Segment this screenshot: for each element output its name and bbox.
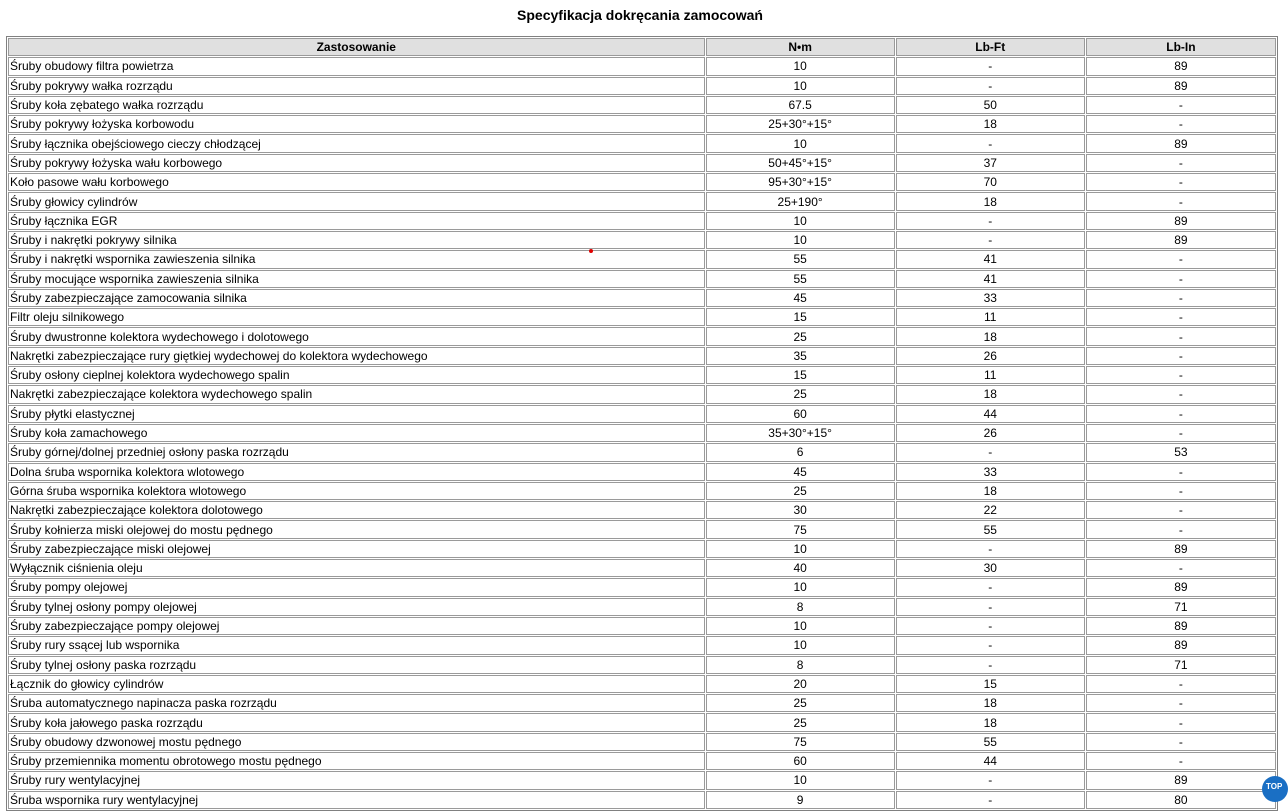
cell-lbft: 18 <box>896 192 1085 210</box>
cell-lbft: 22 <box>896 501 1085 519</box>
table-row <box>8 231 1276 249</box>
cell-application: Śruby kołnierza miski olejowej do mostu pędnego <box>8 520 705 538</box>
cell-application: Śruby rury wentylacyjnej <box>8 771 705 789</box>
cell-lbft: 33 <box>896 289 1085 307</box>
cell-lbin: 71 <box>1086 656 1276 674</box>
cell-application: Filtr oleju silnikowego <box>8 308 705 326</box>
cell-lbft: 55 <box>896 520 1085 538</box>
cell-lbft: 18 <box>896 115 1085 133</box>
cell-nm: 10 <box>706 212 895 230</box>
table-row <box>8 347 1276 365</box>
cell-nm: 95+30°+15° <box>706 173 895 191</box>
cell-lbft: 26 <box>896 347 1085 365</box>
cell-application: Śruba wspornika rury wentylacyjnej <box>8 791 705 809</box>
cell-lbin: - <box>1086 347 1276 365</box>
cell-lbft: 26 <box>896 424 1085 442</box>
table-header-row <box>8 38 1276 56</box>
cell-nm: 45 <box>706 463 895 481</box>
cell-application: Nakrętki zabezpieczające kolektora dolotowego <box>8 501 705 519</box>
cell-nm: 25 <box>706 713 895 731</box>
table-row <box>8 791 1276 809</box>
cell-nm: 55 <box>706 250 895 268</box>
cell-lbft: 37 <box>896 154 1085 172</box>
cell-nm: 35 <box>706 347 895 365</box>
cell-lbin: - <box>1086 385 1276 403</box>
cell-nm: 25 <box>706 694 895 712</box>
cell-lbft: 11 <box>896 308 1085 326</box>
cell-lbft: - <box>896 656 1085 674</box>
cell-lbin: - <box>1086 733 1276 751</box>
page-title: Specyfikacja dokręcania zamocowań <box>517 7 763 23</box>
table-row <box>8 636 1276 654</box>
cell-nm: 10 <box>706 134 895 152</box>
table-row <box>8 675 1276 693</box>
cell-nm: 50+45°+15° <box>706 154 895 172</box>
cell-nm: 10 <box>706 636 895 654</box>
cell-lbin: - <box>1086 308 1276 326</box>
cell-lbin: 71 <box>1086 598 1276 616</box>
cell-lbin: - <box>1086 752 1276 770</box>
cell-lbft: 18 <box>896 694 1085 712</box>
cell-lbin: - <box>1086 173 1276 191</box>
cell-lbin: 89 <box>1086 617 1276 635</box>
cell-nm: 55 <box>706 270 895 288</box>
cell-lbin: - <box>1086 520 1276 538</box>
cell-lbin: - <box>1086 405 1276 423</box>
cell-lbin: - <box>1086 463 1276 481</box>
table-row <box>8 405 1276 423</box>
table-row <box>8 115 1276 133</box>
cell-nm: 8 <box>706 656 895 674</box>
cell-lbft: 18 <box>896 713 1085 731</box>
cell-nm: 6 <box>706 443 895 461</box>
cell-lbft: 41 <box>896 270 1085 288</box>
cell-nm: 10 <box>706 771 895 789</box>
cell-lbin: 89 <box>1086 212 1276 230</box>
cell-lbft: - <box>896 771 1085 789</box>
cell-lbft: - <box>896 134 1085 152</box>
table-row <box>8 250 1276 268</box>
table-row <box>8 270 1276 288</box>
table-row <box>8 366 1276 384</box>
cell-lbin: - <box>1086 424 1276 442</box>
cell-lbft: 55 <box>896 733 1085 751</box>
cell-lbft: - <box>896 617 1085 635</box>
cell-lbin: 89 <box>1086 231 1276 249</box>
table-row <box>8 598 1276 616</box>
cell-nm: 45 <box>706 289 895 307</box>
cell-nm: 25 <box>706 327 895 345</box>
cell-lbin: - <box>1086 289 1276 307</box>
cell-nm: 10 <box>706 77 895 95</box>
table-row <box>8 540 1276 558</box>
cell-lbin: - <box>1086 154 1276 172</box>
cell-nm: 35+30°+15° <box>706 424 895 442</box>
cell-lbin: 80 <box>1086 791 1276 809</box>
column-header-lbft: Lb-Ft <box>896 38 1085 56</box>
table-row <box>8 212 1276 230</box>
cell-application: Śruby pokrywy łożyska wału korbowego <box>8 154 705 172</box>
cell-nm: 25+190° <box>706 192 895 210</box>
table-row <box>8 192 1276 210</box>
cell-application: Śruby pokrywy łożyska korbowodu <box>8 115 705 133</box>
cell-lbin: 53 <box>1086 443 1276 461</box>
cell-application: Łącznik do głowicy cylindrów <box>8 675 705 693</box>
cell-lbft: - <box>896 636 1085 654</box>
table-row <box>8 385 1276 403</box>
cell-lbin: - <box>1086 559 1276 577</box>
cell-lbft: - <box>896 231 1085 249</box>
table-row <box>8 134 1276 152</box>
cell-nm: 60 <box>706 752 895 770</box>
table-row <box>8 733 1276 751</box>
cell-nm: 10 <box>706 57 895 75</box>
cell-lbft: - <box>896 212 1085 230</box>
cell-application: Śruba automatycznego napinacza paska rozrządu <box>8 694 705 712</box>
table-row <box>8 559 1276 577</box>
cell-application: Śruby obudowy filtra powietrza <box>8 57 705 75</box>
cell-lbft: 18 <box>896 482 1085 500</box>
cell-lbft: 11 <box>896 366 1085 384</box>
cell-application: Śruby tylnej osłony pompy olejowej <box>8 598 705 616</box>
cell-application: Śruby koła zębatego wałka rozrządu <box>8 96 705 114</box>
cell-lbin: 89 <box>1086 540 1276 558</box>
cell-lbft: 44 <box>896 405 1085 423</box>
table-row <box>8 173 1276 191</box>
table-row <box>8 289 1276 307</box>
table-row <box>8 327 1276 345</box>
cell-nm: 10 <box>706 578 895 596</box>
cell-lbft: - <box>896 540 1085 558</box>
table-row <box>8 771 1276 789</box>
cell-nm: 15 <box>706 308 895 326</box>
cell-application: Dolna śruba wspornika kolektora wlotowego <box>8 463 705 481</box>
cell-application: Nakrętki zabezpieczające rury giętkiej wydechowej do kolektora wydechowego <box>8 347 705 365</box>
cell-nm: 10 <box>706 617 895 635</box>
cell-nm: 75 <box>706 520 895 538</box>
table-row <box>8 752 1276 770</box>
cell-lbin: - <box>1086 96 1276 114</box>
cell-application: Śruby i nakrętki pokrywy silnika <box>8 231 705 249</box>
cell-lbft: 50 <box>896 96 1085 114</box>
table-row <box>8 154 1276 172</box>
cell-lbin: - <box>1086 270 1276 288</box>
cell-lbft: 18 <box>896 385 1085 403</box>
cell-application: Śruby płytki elastycznej <box>8 405 705 423</box>
cell-nm: 25 <box>706 385 895 403</box>
column-header-nm: N•m <box>706 38 895 56</box>
cell-application: Śruby pompy olejowej <box>8 578 705 596</box>
red-dot-marker <box>589 249 593 253</box>
cell-lbin: - <box>1086 192 1276 210</box>
cell-lbin: - <box>1086 482 1276 500</box>
cell-application: Śruby zabezpieczające miski olejowej <box>8 540 705 558</box>
cell-application: Górna śruba wspornika kolektora wlotowego <box>8 482 705 500</box>
cell-application: Śruby koła jałowego paska rozrządu <box>8 713 705 731</box>
cell-application: Śruby łącznika obejściowego cieczy chłodzącej <box>8 134 705 152</box>
cell-application: Koło pasowe wału korbowego <box>8 173 705 191</box>
cell-lbft: 15 <box>896 675 1085 693</box>
cell-application: Śruby górnej/dolnej przedniej osłony paska rozrządu <box>8 443 705 461</box>
cell-application: Śruby pokrywy wałka rozrządu <box>8 77 705 95</box>
cell-lbin: 89 <box>1086 134 1276 152</box>
cell-lbin: - <box>1086 501 1276 519</box>
cell-application: Śruby osłony cieplnej kolektora wydechowego spalin <box>8 366 705 384</box>
table-row <box>8 77 1276 95</box>
cell-lbft: 41 <box>896 250 1085 268</box>
cell-lbin: - <box>1086 250 1276 268</box>
cell-application: Śruby głowicy cylindrów <box>8 192 705 210</box>
cell-nm: 60 <box>706 405 895 423</box>
cell-lbin: 89 <box>1086 77 1276 95</box>
cell-application: Śruby przemiennika momentu obrotowego mostu pędnego <box>8 752 705 770</box>
table-row <box>8 463 1276 481</box>
cell-application: Śruby tylnej osłony paska rozrządu <box>8 656 705 674</box>
cell-nm: 40 <box>706 559 895 577</box>
column-header-lbin: Lb-In <box>1086 38 1276 56</box>
table-row <box>8 424 1276 442</box>
cell-lbin: - <box>1086 366 1276 384</box>
cell-application: Śruby dwustronne kolektora wydechowego i dolotowego <box>8 327 705 345</box>
cell-lbin: 89 <box>1086 578 1276 596</box>
cell-nm: 9 <box>706 791 895 809</box>
table-body <box>8 57 1276 809</box>
cell-nm: 67.5 <box>706 96 895 114</box>
cell-application: Śruby rury ssącej lub wspornika <box>8 636 705 654</box>
cell-lbft: 44 <box>896 752 1085 770</box>
table-row <box>8 308 1276 326</box>
table-row <box>8 713 1276 731</box>
cell-application: Śruby mocujące wspornika zawieszenia silnika <box>8 270 705 288</box>
cell-nm: 10 <box>706 540 895 558</box>
cell-nm: 30 <box>706 501 895 519</box>
cell-lbft: - <box>896 578 1085 596</box>
table-row <box>8 520 1276 538</box>
cell-nm: 20 <box>706 675 895 693</box>
back-to-top-button[interactable]: TOP <box>1262 776 1288 802</box>
cell-nm: 75 <box>706 733 895 751</box>
cell-lbin: - <box>1086 675 1276 693</box>
cell-nm: 8 <box>706 598 895 616</box>
torque-spec-table <box>6 36 1278 811</box>
table-row <box>8 57 1276 75</box>
cell-lbft: 18 <box>896 327 1085 345</box>
cell-lbft: 30 <box>896 559 1085 577</box>
cell-nm: 10 <box>706 231 895 249</box>
column-header-application: Zastosowanie <box>8 38 705 56</box>
cell-lbft: - <box>896 443 1085 461</box>
cell-application: Śruby zabezpieczające zamocowania silnika <box>8 289 705 307</box>
cell-application: Śruby i nakrętki wspornika zawieszenia silnika <box>8 250 705 268</box>
cell-application: Wyłącznik ciśnienia oleju <box>8 559 705 577</box>
cell-application: Nakrętki zabezpieczające kolektora wydechowego spalin <box>8 385 705 403</box>
cell-lbft: 33 <box>896 463 1085 481</box>
table-row <box>8 656 1276 674</box>
cell-lbft: - <box>896 598 1085 616</box>
table-row <box>8 482 1276 500</box>
cell-lbin: - <box>1086 694 1276 712</box>
cell-lbin: 89 <box>1086 771 1276 789</box>
cell-application: Śruby obudowy dzwonowej mostu pędnego <box>8 733 705 751</box>
cell-lbin: 89 <box>1086 636 1276 654</box>
cell-application: Śruby łącznika EGR <box>8 212 705 230</box>
cell-lbft: - <box>896 57 1085 75</box>
cell-lbin: - <box>1086 327 1276 345</box>
cell-lbft: 70 <box>896 173 1085 191</box>
cell-lbin: 89 <box>1086 57 1276 75</box>
cell-nm: 25 <box>706 482 895 500</box>
table-row <box>8 617 1276 635</box>
table-row <box>8 443 1276 461</box>
table-row <box>8 96 1276 114</box>
cell-nm: 15 <box>706 366 895 384</box>
cell-lbft: - <box>896 791 1085 809</box>
cell-application: Śruby zabezpieczające pompy olejowej <box>8 617 705 635</box>
cell-lbft: - <box>896 77 1085 95</box>
cell-nm: 25+30°+15° <box>706 115 895 133</box>
table-row <box>8 694 1276 712</box>
cell-lbin: - <box>1086 713 1276 731</box>
table-row <box>8 501 1276 519</box>
table-row <box>8 578 1276 596</box>
cell-lbin: - <box>1086 115 1276 133</box>
cell-application: Śruby koła zamachowego <box>8 424 705 442</box>
